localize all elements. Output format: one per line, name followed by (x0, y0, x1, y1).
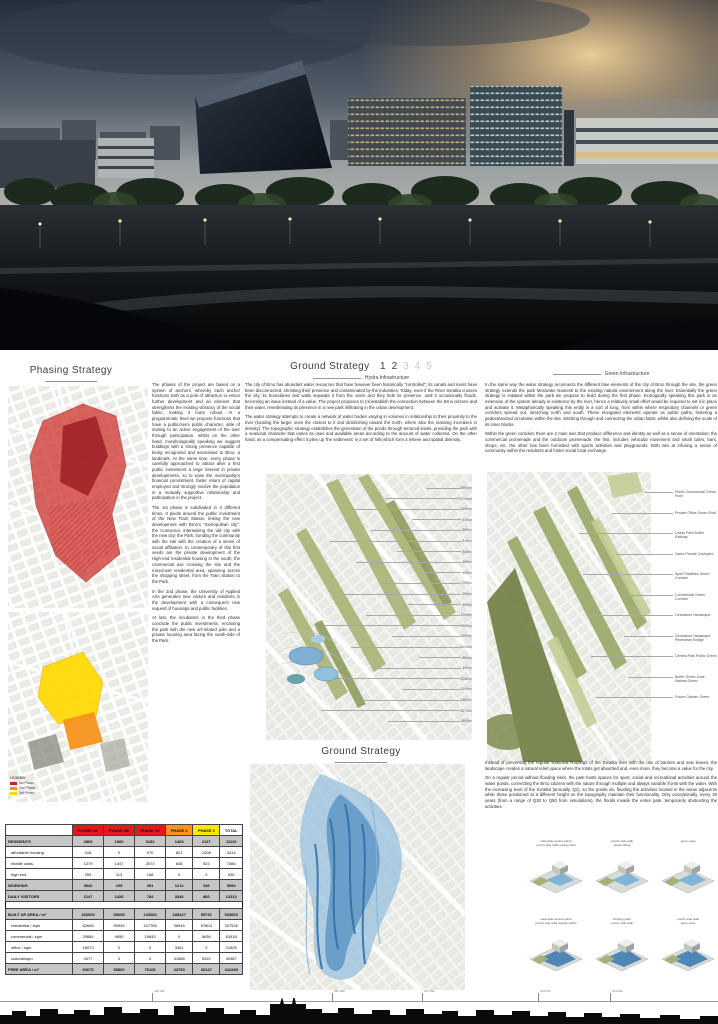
tick-value: 214.024 (612, 989, 623, 993)
value-cell: 50695 (104, 909, 135, 920)
value-cell: 648 (166, 858, 193, 869)
value-cell: 0 (104, 847, 135, 858)
value-cell: 342285 (220, 964, 243, 975)
value-cell: 19843 (135, 931, 166, 942)
area-value: 4700m² (460, 496, 472, 501)
value-cell: 153930 (73, 909, 104, 920)
flood-strategy-map (250, 764, 465, 990)
pond-detail-tile (658, 918, 718, 988)
pond-detail-tile (592, 840, 652, 910)
city-section-strip (0, 985, 718, 1024)
value-cell: 1426 (104, 891, 135, 902)
area-value: 380m² (462, 655, 472, 660)
page-number-3[interactable]: 3 (403, 361, 409, 372)
value-cell: 0 (166, 931, 193, 942)
table-row (6, 942, 243, 953)
pond-detail-tile (526, 840, 586, 910)
area-value: 400m² (462, 666, 472, 671)
value-cell: 2573 (135, 858, 166, 869)
tile-caption: pond's side walk (611, 839, 633, 843)
value-cell: 2803 (73, 836, 104, 847)
table-header-cell: PHASE 1B (104, 825, 135, 836)
tile-captions (611, 840, 633, 853)
tile-axonometric (594, 853, 650, 897)
tick-value: 194.072 (540, 989, 551, 993)
value-cell: 970 (135, 847, 166, 858)
body-paragraph: The phases of the project are based on a system of anchors, whereby each anchor functions both as a pole of attraction to entice further development and an element that strengthens the existing vibrancy of the social fabric, making it more robust. At a programmatic level we propose functions that have a public/semi public character, able of inviting to an active engagement of the user through participation, whilst on the other hand, morphologically speaking we suggest buildings with a strong presence capable of being recognized and associated to Brno, a landmark. At the same time, every phase is carefully approached to attract after a first public investment a large interest in private developments, so to ease the municipality's financial commitment, faster return of capital employed and strongly involve the population in a mutually supportive relationship and participation in the project. (152, 382, 240, 501)
value-cell: 63418 (220, 931, 243, 942)
area-value: 1290m² (460, 687, 472, 692)
value-cell: 3181 (135, 836, 166, 847)
value-cell: 0 (104, 942, 135, 953)
area-value: 530m² (462, 517, 472, 522)
tile-caption: flooding plant (613, 917, 631, 921)
value-cell: 30147 (193, 964, 220, 975)
row-label-cell: DAILY VISITORS (6, 891, 73, 902)
tile-captions (535, 918, 576, 931)
value-cell: 59731 (193, 909, 220, 920)
value-cell: 113 (104, 869, 135, 880)
value-cell: 821 (166, 847, 193, 858)
green-label-text: Private Office Green Roof (675, 510, 717, 515)
value-cell: 18073 (73, 942, 104, 953)
green-infrastructure-subtitle: Green Infrastructure (604, 371, 650, 377)
tile-caption: guard railing (613, 842, 631, 847)
subtitle-line (313, 378, 361, 379)
area-value: 930m² (462, 592, 472, 596)
green-label-text: Users Private Courtyard (675, 551, 714, 556)
value-cell: 0 (135, 942, 166, 953)
tile-caption: pond's side walk (611, 920, 633, 925)
table-header-cell (6, 825, 73, 836)
value-cell: 3414 (220, 847, 243, 858)
page-number-4[interactable]: 4 (414, 361, 421, 372)
tile-caption: pond's side walk aquatic plants (535, 920, 577, 925)
legend-item (10, 786, 62, 790)
legend-label: 2nd Phase (19, 786, 36, 790)
value-cell: 784 (135, 891, 166, 902)
value-cell: 246 (193, 880, 220, 891)
table-header-cell: PHASE 2 (166, 825, 193, 836)
value-cell: 3942 (73, 880, 104, 891)
legend-swatch (10, 787, 17, 790)
row-label-cell: WORKING (6, 880, 73, 891)
value-cell: 9655 (104, 931, 135, 942)
row-label-cell: high end (6, 869, 73, 880)
green-label-text: Central Park Public Green (675, 654, 717, 658)
value-cell: 43765 (166, 964, 193, 975)
page-indicator (374, 356, 432, 373)
table-row (6, 858, 243, 869)
green-infrastructure-map (487, 472, 651, 762)
green-label-text: Circulation Hardscape Pedestrian Bridge (675, 633, 711, 642)
phasing-legend (10, 776, 62, 796)
phasing-strategy-title: Phasing Strategy (29, 365, 113, 376)
value-cell: 5320 (193, 953, 220, 964)
green-body-text (485, 382, 717, 458)
title-divider (45, 381, 97, 382)
value-cell: 185447 (166, 909, 193, 920)
tick-value: 246.032 (334, 989, 345, 993)
phasing-map-phase2-3 (8, 612, 148, 802)
tick-value: 187.011 (424, 989, 435, 993)
flood-body-text (485, 760, 717, 813)
pond-detail-tile (592, 918, 652, 988)
value-cell: 21825 (220, 942, 243, 953)
tile-caption: pond's side walk (677, 917, 699, 921)
table-row (6, 920, 243, 931)
green-label-text: Future Garden Green (675, 695, 710, 699)
area-value: 560m² (462, 528, 472, 533)
area-value: 1390m² (460, 634, 472, 639)
tile-caption: green area (680, 920, 696, 925)
value-cell: 530 (220, 869, 243, 880)
tile-captions (611, 918, 633, 931)
table-header-cell: PHASE 3 (193, 825, 220, 836)
value-cell: 63675 (73, 964, 104, 975)
hero-render-image (0, 0, 718, 350)
area-value: 480m² (462, 560, 472, 565)
value-cell: 0 (193, 869, 220, 880)
value-cell: 13313 (220, 891, 243, 902)
area-value: 1482m² (460, 698, 472, 702)
hydra-body-text (245, 382, 477, 447)
area-value: 1490m² (460, 507, 472, 512)
tile-axonometric (528, 931, 584, 975)
value-cell: 11110 (220, 836, 243, 847)
body-paragraph: At last, the incubators in the third phase conclude the public investments, enclosing the park with the new art-related pole and a private housing area facing the south-side of the Park. (152, 615, 240, 643)
legend-swatch (10, 792, 17, 795)
title-divider (335, 762, 387, 763)
value-cell: 1060 (104, 836, 135, 847)
body-paragraph: In the same way the water strategy reconnects the different blue elements of the city of Brno through the site, the green strategy extends the park Moravske Namesti to the existing natural environment along the river. Essentially the green strategy is initiated within the park we propose to build during the first phase. Ecologically speaking this park is an extension of the system already in existence by the river, hence a relatively small effort would be required to set it in place and activate it. Metaphorically speaking this entity is a sort of lung, from within where respiratory channels or green corridors spread out, stretching north and south. These elongated elements operate as public paths, fostering a pedestrianized circulation within the site, stitching through and connecting the urban fabric whilst also defining the scale of its inner blocks. (485, 382, 717, 427)
value-cell: 133660 (135, 909, 166, 920)
area-value: 3390m² (460, 719, 472, 724)
body-paragraph: The 1st phase is subdivided in 3 different times. It pivots around the public investment of the New Train Station, linking the new development with Brno's "metropolitan city"; the Connector, intertwining the old city with the new city; the Park, bonding the community with the site with the creation of a sense of social affiliation. In contemporary of this first seeds are the private development of the High-end residential housing in the south, the commercial axe crossing the site and the mixed-use residential area, spanning across the shopping street, from the Train Station to the Park. (152, 505, 240, 584)
program-statistics-table (5, 824, 243, 975)
value-cell: 0 (135, 953, 166, 964)
area-value: 1700m² (460, 581, 472, 586)
row-label-cell: commercial / sqm (6, 931, 73, 942)
table-row (6, 880, 243, 891)
tile-axonometric (528, 853, 584, 897)
table-header-cell: PHASE 1C (135, 825, 166, 836)
value-cell: 259 (73, 869, 104, 880)
row-label-cell: middle class (6, 858, 73, 869)
green-label-text: Circulation Hardscape (675, 613, 711, 617)
value-cell: 49387 (220, 953, 243, 964)
area-value: 850m² (462, 602, 472, 607)
value-cell: 1469 (166, 836, 193, 847)
legend-title: LEGEND (10, 776, 25, 780)
subtitle-line (553, 374, 601, 375)
tile-axonometric (660, 853, 716, 897)
row-label-cell: RESIDENTS (6, 836, 73, 847)
value-cell: 62698 (73, 920, 104, 931)
value-cell: 0 (104, 953, 135, 964)
area-value: 590m² (462, 570, 472, 575)
value-cell: 76106 (135, 964, 166, 975)
value-cell: 1447 (104, 858, 135, 869)
tick-value: 199.311 (154, 989, 165, 993)
legend-swatch (10, 782, 17, 785)
value-cell: 0 (193, 942, 220, 953)
row-label-cell: FREE AREA / m² (6, 964, 73, 975)
value-cell: 158 (135, 869, 166, 880)
pond-detail-tile (526, 918, 586, 988)
pond-detail-tiles (526, 840, 718, 988)
page-number-2[interactable]: 2 (391, 361, 398, 372)
value-cell: 29884 (73, 931, 104, 942)
tile-axonometric (594, 931, 650, 975)
value-cell: 5994 (220, 880, 243, 891)
legend-item (10, 791, 62, 795)
spacer-cell (6, 902, 243, 909)
body-paragraph: The water strategy attempts to create a network of water bodies varying in volumes in relationship to their proximity to the river (locating the larger ones the closest to it and diminishing toward the north, where also the massing increases in density). The topographic strategy establishes the generation of the ponds through terraced levels, providing the park with a seasonal character that varies its uses and available areas according to the amount of water collected. On the other hand, as a compensating effect it piles up 'the sediments' in a set of hills which form a relieve and spatial diversity. (245, 414, 477, 443)
tile-captions (536, 840, 576, 853)
value-cell: 860 (193, 891, 220, 902)
phasing-map-phase1 (8, 386, 148, 608)
value-cell: 38945 (166, 920, 193, 931)
value-cell: 50945 (104, 920, 135, 931)
body-paragraph: In the 2nd phase, the University of Applied Arts generates new visitors and residents in the development with a consequent new request of housings and public facilities. (152, 588, 240, 611)
tile-caption: waterside terrace plaza (540, 839, 572, 843)
row-label-cell: affordable housing (6, 847, 73, 858)
ground-strategy-title: Ground Strategy (290, 361, 370, 372)
table-header-cell: PHASE 1A (73, 825, 104, 836)
ground-strategy-title-2: Ground Strategy (321, 746, 401, 757)
body-paragraph: Within the green corridors there are 2 main axis that produce difference and identity as well as a sense of orientation; the commercial promenade and the outdoors promenade; the first, includes vehicular movement and small cafes, bars, shops, etc, the other has been furnished with sports activities and playgrounds. Both aim at infusing a sense of community within the residents and foster social local exchange. (485, 431, 717, 454)
tile-caption: green area (680, 839, 696, 843)
hydra-infrastructure-map (266, 474, 472, 740)
tile-axonometric (660, 931, 716, 975)
table-row (6, 953, 243, 964)
table-header-cell: TOTAL (220, 825, 243, 836)
value-cell: 1212 (166, 880, 193, 891)
row-label-cell: BUILT UP AREA / m² (6, 909, 73, 920)
value-cell: 533663 (220, 909, 243, 920)
city-skyline-silhouette (0, 998, 718, 1024)
legend-item (10, 781, 62, 785)
hydra-infrastructure-subtitle: Hydra Infrastructure (364, 375, 410, 381)
phasing-body-text (152, 382, 240, 648)
value-cell: 1379 (73, 858, 104, 869)
green-label-text: Commercial Green Corridor (675, 592, 706, 601)
green-label-text: Linear Park Buffer Railway (675, 531, 704, 540)
value-cell: 1208 (193, 847, 220, 858)
row-label-cell: cultural/sqm (6, 953, 73, 964)
area-value: 3271m² (460, 708, 472, 713)
row-label-cell: office / sqm (6, 942, 73, 953)
body-paragraph: The city of Brno has abundant water resources that have however been historically "controlled"; its canals and rivers have been disconnected, shrinking their presence and contaminated by the industries. Today, even if the River Svratka crosses the city, its boundaries and walls separate it from the users and they hide its presence, until it occasionally floods, becoming an issue instead of a value. The project proposes to (re)establish the connection between the Brno citizens and their water, reverberating its presence in a new park infiltrating in the urban development. (245, 382, 477, 410)
green-label-text: Buffer Green Zone Natural Green (675, 674, 705, 683)
value-cell: 55800 (104, 964, 135, 975)
table-row (6, 902, 243, 909)
value-cell: 2127 (193, 836, 220, 847)
value-cell: 7366 (220, 858, 243, 869)
value-cell: 3346 (166, 891, 193, 902)
legend-label: 3rd Phase (19, 791, 35, 795)
green-label-text: Public Commercial Green Roof (675, 490, 716, 499)
table-header-row (6, 825, 243, 836)
value-cell: 57804 (193, 920, 220, 931)
table-row (6, 836, 243, 847)
table-row (6, 931, 243, 942)
tile-captions (681, 840, 696, 853)
tile-caption: waterside terrace plaza (540, 917, 572, 921)
area-value: 540m² (462, 549, 472, 554)
value-cell: 107766 (135, 920, 166, 931)
area-value: 2650m² (460, 623, 472, 628)
area-value: 510m² (462, 539, 472, 543)
value-cell: 3461 (166, 942, 193, 953)
row-label-cell: residential / sqm (6, 920, 73, 931)
legend-label: 1st Phase (19, 781, 35, 785)
area-value: 5050m² (460, 486, 472, 490)
area-value: 2040m² (460, 676, 472, 681)
value-cell: 923 (193, 858, 220, 869)
value-cell: 418 (73, 847, 104, 858)
tile-caption: pond's side walk cooling plant (536, 842, 576, 847)
page-number-1[interactable]: 1 (380, 361, 386, 372)
value-cell: 41588 (166, 953, 193, 964)
value-cell: 5636 (193, 931, 220, 942)
page-number-5[interactable]: 5 (426, 361, 432, 372)
value-cell: 327526 (220, 920, 243, 931)
table-row (6, 847, 243, 858)
table-row (6, 869, 243, 880)
body-paragraph: On a regular period without flooding risks, the park hosts spaces for sport, social and recreational activities around the water ponds, connecting the Brno citizens with the nature through multiple and always variable fronts with the water. With the increasing level of the Svratka (annually, Q1), so the ponds do, flooding the activities located in the areas adjacents while those positioned at a different height on the topography maintain their functionality. Only exceptionally, every 30 years (from a range of Q30 to Q50 from simulations), the floods invade the entire park, temporarily obstructing the activities. (485, 775, 717, 809)
area-value: 8120m² (460, 645, 472, 649)
value-cell: 3477 (73, 953, 104, 964)
value-cell: 1247 (73, 891, 104, 902)
value-cell: 0 (166, 869, 193, 880)
body-paragraph: Instead of preventing the regular seasonal floodings of the Svratka river with the use of barriers and new levees, the landscape creates a natural relief space where the totals get absorbed and, even more, they become a value for the city. (485, 760, 717, 771)
table-row (6, 964, 243, 975)
table-row (6, 891, 243, 902)
value-cell: 105 (104, 880, 135, 891)
area-value: 1000m² (460, 613, 472, 618)
tile-captions (677, 918, 699, 931)
table-row (6, 909, 243, 920)
pond-detail-tile (658, 840, 718, 910)
value-cell: 391 (135, 880, 166, 891)
green-label-text: Sport Facilities Green Corridor (675, 572, 710, 581)
